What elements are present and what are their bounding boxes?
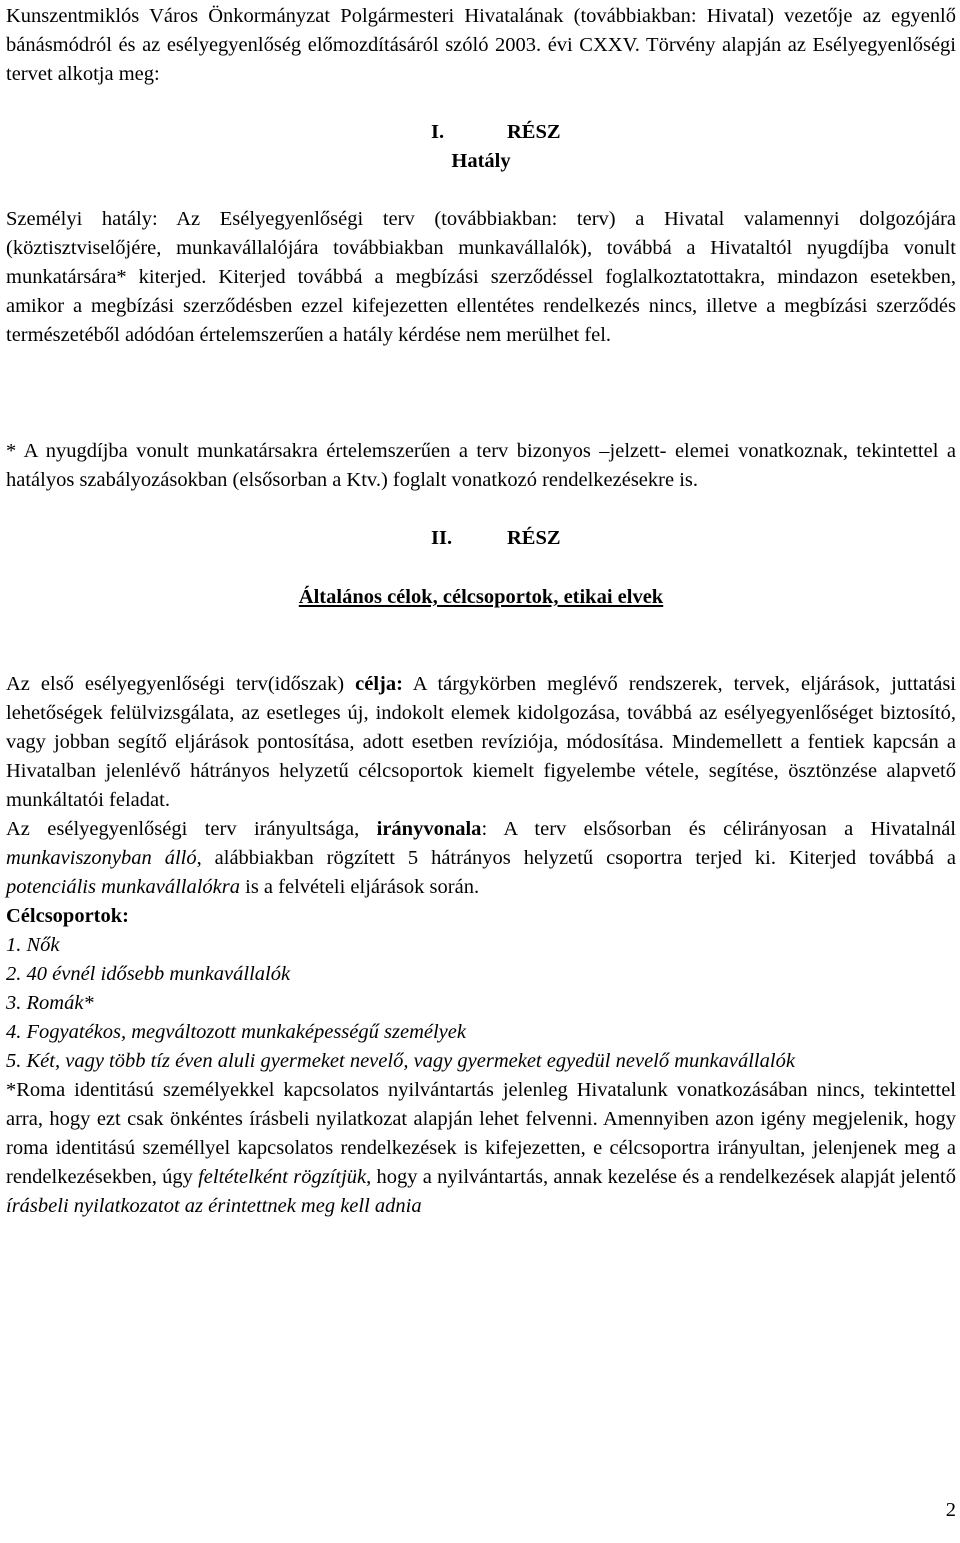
part1-number: I. <box>431 121 445 143</box>
roma-note-italic-1: feltételként rögzítjük <box>198 1166 367 1188</box>
part2-word: RÉSZ <box>507 527 561 549</box>
direction-text-4: is a felvételi eljárások során. <box>240 876 480 898</box>
roma-note-paragraph <box>6 1076 956 1221</box>
direction-italic-2: potenciális munkavállalókra <box>6 876 240 898</box>
group-item: 5. Két, vagy több tíz éven aluli gyermeket nevelő, vagy gyermeket egyedül nevelő munkavállalók <box>6 1050 795 1072</box>
direction-text-2: : A terv elsősorban és célirányosan a Hivatalnál <box>481 818 957 840</box>
page-number: 2 <box>945 1499 956 1521</box>
goal-text-start: Az első esélyegyenlőségi terv(időszak) <box>6 673 356 695</box>
body-section <box>6 670 956 1221</box>
direction-paragraph <box>6 815 956 902</box>
direction-italic-1: munkaviszonyban álló <box>6 847 197 869</box>
intro-paragraph: Kunszentmiklós Város Önkormányzat Polgármesteri Hivatalának (továbbiakban: Hivatal) vezetője az egyenlő bánásmódról és az esélyegyenlőség előmozdításáról szóló 2003. évi CXXV. Törvény alapján az Esélyegyenlőségi tervet alkotja meg: <box>6 5 956 85</box>
direction-text-3: , alábbiakban rögzített 5 hátrányos helyzetű csoportra terjed ki. Kiterjed továbbá a <box>196 847 956 869</box>
goal-text-end: A tárgykörben meglévő rendszerek, tervek, eljárások, juttatási lehetőségek felülvizsgálata, az esetleges új, indokolt elemek kidolgozása, továbbá az esélyegyenlőséget biztosító, vagy jobban segítő eljárások pontosítása, adott esetben revíziója, módosítása. Mindemellett a fentiek kapcsán a Hivatalban jelenlévő hátrányos helyzetű célcsoportok kiemelt figyelembe vétele, segítése, ösztönzése alapvető munkáltatói feladat. <box>6 673 957 811</box>
part2-subtitle: Általános célok, célcsoportok, etikai elvek <box>298 586 664 608</box>
group-item: 4. Fogyatékos, megváltozott munkaképességű személyek <box>6 1021 466 1043</box>
group-item: 3. Romák* <box>6 992 94 1014</box>
goal-label: célja: <box>355 673 403 695</box>
goal-paragraph <box>6 670 956 815</box>
part2-number: II. <box>431 527 453 549</box>
footnote-paragraph: * A nyugdíjba vonult munkatársakra értelemszerűen a terv bizonyos –jelzett- elemei vonatkoznak, tekintettel a hatályos szabályozásokban (elsősorban a Ktv.) foglalt vonatkozó rendelkezésekre is. <box>6 440 956 491</box>
part1-subtitle: Hatály <box>451 150 511 172</box>
roma-note-text-2: , hogy a nyilvántartás, annak kezelése és a rendelkezések alapját jelentő <box>366 1166 956 1188</box>
group-item: 2. 40 évnél idősebb munkavállalók <box>6 963 291 985</box>
roma-note-text-1: *Roma identitású személyekkel kapcsolatos nyilvántartás jelenleg Hivatalunk vonatkozásában nincs, tekintettel arra, hogy ezt csak önkéntes írásbeli nyilatkozat alapján lehet felvenni. Amennyiben azon igény megjelenik, hogy roma identitású személlyel kapcsolatos rendelkezések is kifejezetten, e célcsoportra irányultan, jelenjenek meg a rendelkezésekben, úgy <box>6 1079 956 1188</box>
roma-note-italic-2: írásbeli nyilatkozatot az érintettnek meg kell adnia <box>6 1195 422 1217</box>
group-item: 1. Nők <box>6 934 60 956</box>
groups-title: Célcsoportok: <box>6 905 129 927</box>
part1-word: RÉSZ <box>507 121 561 143</box>
direction-text-1: Az esélyegyenlőségi terv irányultsága, <box>6 818 377 840</box>
personal-scope-paragraph: Személyi hatály: Az Esélyegyenlőségi terv (továbbiakban: terv) a Hivatal valamennyi dolgozójára (köztisztviselőjére, munkavállalójára továbbiakban munkavállalók), továbbá a Hivataltól nyugdíjba vonult munkatársára* kiterjed. Kiterjed továbbá a megbízási szerződéssel foglalkoztatottakra, mindazon esetekben, amikor a megbízási szerződésben ezzel kifejezetten ellentétes rendelkezés nincs, illetve a megbízási szerződés természetéből adódóan értelemszerűen a hatály kérdése nem merülhet fel. <box>6 208 956 346</box>
direction-label: irányvonala <box>376 818 482 840</box>
